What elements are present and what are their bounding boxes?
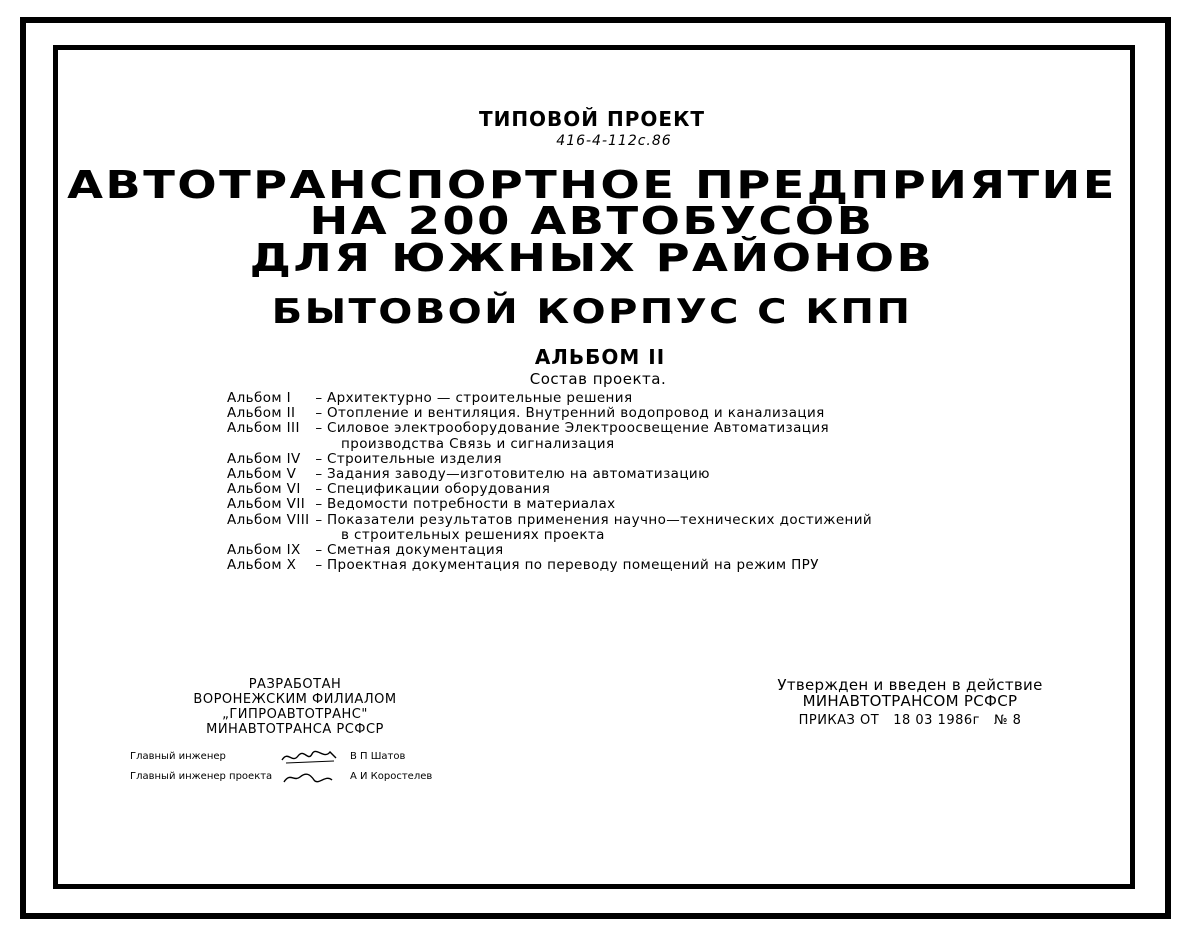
developer-ministry: МИНАВТОТРАНСА РСФСР — [206, 722, 384, 737]
album-key: Альбом IV — [227, 450, 301, 467]
album-text-continuation: производства Связь и сигнализация — [341, 435, 615, 452]
album-entry: Альбом X – Проектная документация по переводу помещений на режим ПРУ — [227, 557, 819, 574]
album-key: Альбом X — [227, 557, 297, 574]
approval-block — [750, 677, 1070, 728]
developer-organization: ВОРОНЕЖСКИМ ФИЛИАЛОМ „ГИПРОАВТОТРАНС" — [193, 692, 397, 722]
album-key: Альбом II — [227, 405, 296, 422]
album-key: Альбом VI — [227, 481, 301, 498]
order-row — [750, 713, 1070, 728]
album-text-continuation: в строительных решениях проекта — [341, 526, 605, 543]
album-text: Проектная документация по переводу помещений на режим ПРУ — [327, 557, 819, 574]
album-text: Строительные изделия — [327, 450, 502, 467]
album-text: Силовое электрооборудование Электроосвещение Автоматизация — [327, 420, 830, 437]
order-number: № 8 — [993, 713, 1022, 728]
order-label: ПРИКАЗ ОТ — [798, 713, 880, 728]
album-key: Альбом III — [227, 420, 300, 437]
album-key: Альбом V — [227, 466, 297, 483]
album-entry: Альбом VI – Спецификации оборудования — [227, 481, 551, 498]
album-entry: Альбом IV – Строительные изделия — [227, 450, 502, 467]
album-key: Альбом I — [227, 390, 292, 406]
project-engineer-role: Главный инженер проекта — [130, 771, 273, 782]
album-entry: Альбом II – Отопление и вентиляция. Внутренний водопровод и канализация — [227, 405, 825, 422]
developer-block — [120, 677, 470, 787]
album-entry: Альбом VIII – Показатели результатов применения научно—технических достижений в строительных решениях проекта — [227, 511, 873, 543]
album-key: Альбом IX — [227, 542, 301, 559]
title-line-2: НА 200 АВТОБУСОВ — [309, 199, 875, 243]
signature-icon — [280, 748, 340, 766]
album-key: Альбом VII — [227, 496, 306, 513]
approval-statement: Утвержден и введен в действие — [777, 676, 1043, 694]
album-entry: Альбом V – Задания заводу—изготовителю на автоматизацию — [227, 466, 710, 483]
title-line-3: ДЛЯ ЮЖНЫХ РАЙОНОВ — [249, 236, 935, 280]
album-entry: Альбом III – Силовое электрооборудование Электроосвещение Автоматизация производства Связь и сигнализация — [227, 421, 872, 451]
album-text: Ведомости потребности в материалах — [327, 496, 616, 513]
chief-engineer-role: Главный инженер — [130, 751, 226, 762]
developer-heading: РАЗРАБОТАН — [248, 677, 342, 692]
chief-engineer-row — [120, 747, 470, 767]
album-key: Альбом VIII — [227, 511, 310, 528]
album-label: АЛЬБОМ II — [534, 345, 666, 369]
albums-list — [227, 391, 872, 573]
album-entry: Альбом IX – Сметная документация — [227, 542, 504, 559]
subtitle: БЫТОВОЙ КОРПУС С КПП — [271, 292, 913, 332]
chief-engineer-name: В П Шатов — [350, 751, 406, 762]
title-line-1: АВТОТРАНСПОРТНОЕ ПРЕДПРИЯТИЕ — [67, 163, 1117, 207]
album-text: Отопление и вентиляция. Внутренний водопровод и канализация — [327, 405, 825, 422]
order-date: 18 03 1986г — [893, 713, 980, 728]
album-text: Архитектурно — строительные решения — [327, 390, 633, 406]
project-engineer-name: А И Коростелев — [350, 771, 433, 782]
album-text: Показатели результатов применения научно—технических достижений — [327, 511, 873, 528]
album-entry: Альбом I – Архитектурно — строительные решения — [227, 390, 633, 406]
signature-icon — [280, 768, 340, 786]
album-text: Сметная документация — [327, 542, 504, 559]
project-engineer-row — [120, 767, 470, 787]
album-text: Спецификации оборудования — [327, 481, 551, 498]
contents-heading: Состав проекта. — [529, 370, 667, 388]
project-code: 416-4-112с.86 — [556, 133, 672, 149]
project-type: ТИПОВОЙ ПРОЕКТ — [478, 107, 706, 131]
album-entry: Альбом VII – Ведомости потребности в материалах — [227, 496, 616, 513]
album-text: Задания заводу—изготовителю на автоматизацию — [327, 466, 710, 483]
approval-ministry: МИНАВТОТРАНСОМ РСФСР — [802, 692, 1018, 710]
